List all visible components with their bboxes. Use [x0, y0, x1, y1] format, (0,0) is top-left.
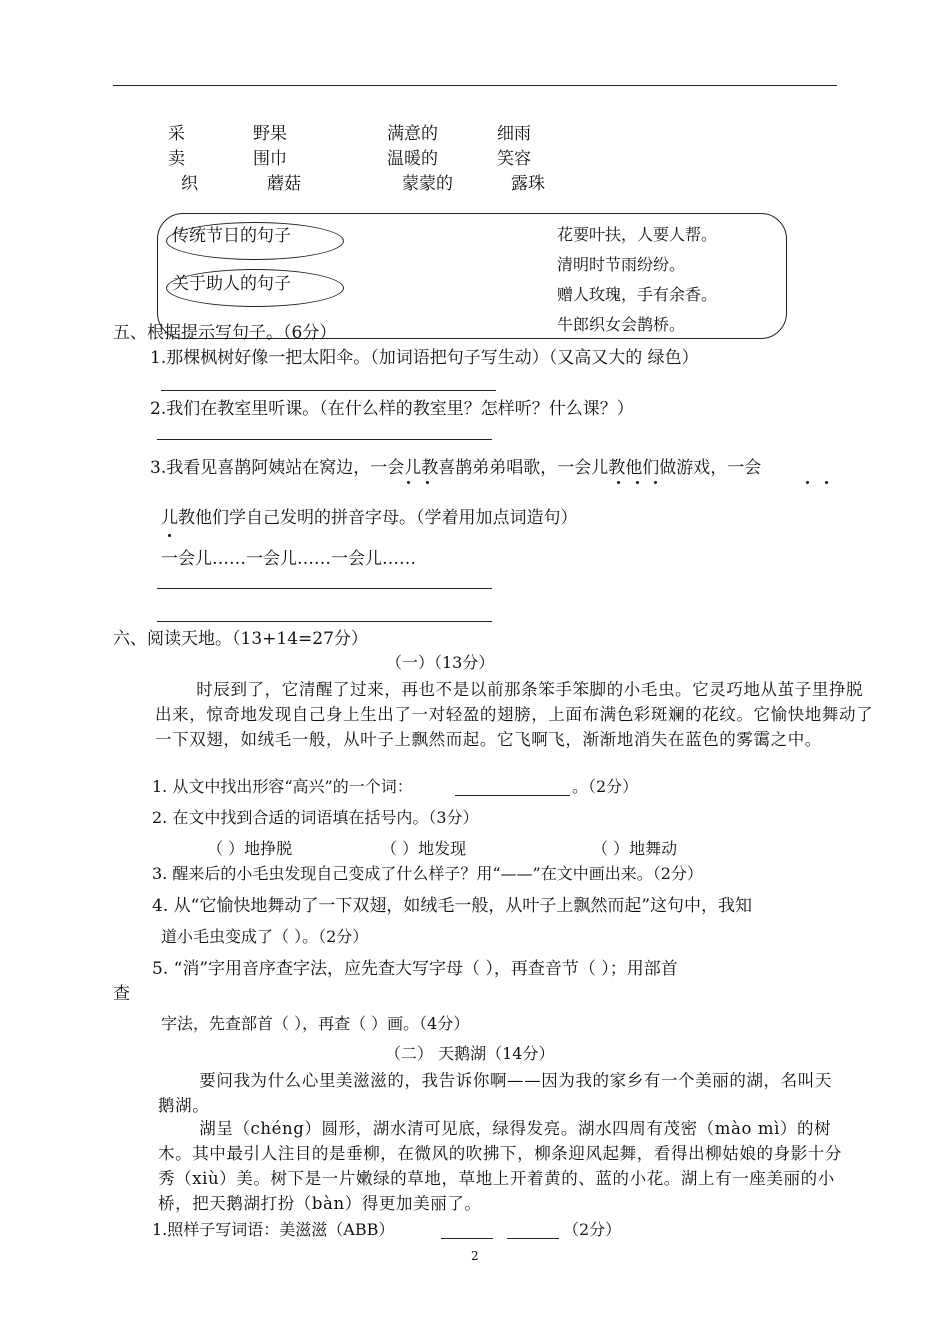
- emphasis-dot: [407, 481, 410, 484]
- p1-q2-blank-1[interactable]: （ ）地挣脱: [207, 839, 293, 858]
- match-col2-2: 围巾: [253, 149, 287, 169]
- p1-q4-line2[interactable]: 道小毛虫变成了（ ）。（2分）: [161, 927, 369, 946]
- part1-passage: 时辰到了，它清醒了过来，再也不是以前那条笨手笨脚的小毛虫。它灵巧地从茧子里挣脱出来，惊奇地发现自己身上生出了一对轻盈的翅膀，上面布满色彩斑斓的花纹。它愉快地舞动了一下双翅，如绒毛一般，从叶子上飘然而起。它飞啊飞，渐渐地消失在蓝色的雾霭之中。: [155, 680, 874, 749]
- part1-heading: （一）（13分）: [386, 653, 495, 672]
- match-col2-3: 蘑菇: [267, 174, 301, 194]
- match-col3-1: 满意的: [387, 124, 438, 144]
- box-sentence-4: 牛郎织女会鹊桥。: [557, 315, 686, 334]
- box-sentence-3: 赠人玫瑰，手有余香。: [557, 285, 718, 304]
- emphasis-dot: [426, 481, 429, 484]
- emphasis-dot: [806, 481, 809, 484]
- p2-q1-blank-2[interactable]: [507, 1238, 559, 1239]
- s5-q2: 2.我们在教室里听课。（在什么样的教室里？怎样听？什么课？）: [150, 399, 634, 419]
- s5-q3-answer-line-1[interactable]: [157, 588, 492, 589]
- s5-q1: 1.那棵枫树好像一把太阳伞。（加词语把句子写生动）（又高又大的 绿色）: [150, 348, 699, 368]
- p1-q2: 2. 在文中找到合适的词语填在括号内。（3分）: [152, 808, 479, 827]
- p1-q2-blank-2[interactable]: （ ）地发现: [381, 839, 467, 858]
- s5-q2-answer-line[interactable]: [157, 439, 492, 440]
- s5-q3-pattern: 一会儿……一会儿……一会儿……: [161, 549, 416, 569]
- match-col4-3: 露珠: [511, 174, 545, 194]
- page-number: 2: [471, 1249, 479, 1263]
- match-col1-3: 织: [181, 174, 198, 194]
- p2-q1: 1.照样子写词语：美滋滋（ABB）: [152, 1220, 395, 1239]
- p1-q1-blank[interactable]: [455, 795, 570, 796]
- emphasis-dot: [636, 481, 639, 484]
- p1-q5-line1: 5. “消”字用音序查字法，应先查大写字母（ ），再查音节（ ）；用部首: [152, 959, 678, 979]
- part2-heading: （二） 天鹅湖（14分）: [385, 1044, 555, 1063]
- p1-q3: 3. 醒来后的小毛虫发现自己变成了什么样子？用“——”在文中画出来。（2分）: [152, 864, 703, 883]
- box-sentence-1: 花要叶扶，人要人帮。: [557, 225, 718, 244]
- part2-paragraph-2: 湖呈（chéng）圆形，湖水清可见底，绿得发亮。湖水四周有茂密（mào mì）的树木。其中最引人注目的是垂柳，在微风的吹拂下，柳条迎风起舞，看得出柳姑娘的身影十分秀（xiù）美。树下是一片嫩绿的草地，草地上开着黄的、蓝的小花。湖上有一座美丽的小桥，把天鹅湖打扮（bàn）得更加美丽了。: [158, 1119, 842, 1213]
- box-label-helping: 关于助人的句子: [172, 274, 291, 294]
- p2-q1-end: （2分）: [563, 1220, 622, 1239]
- p1-q5-line1b: 查: [113, 984, 130, 1004]
- s5-q1-answer-line[interactable]: [161, 390, 496, 391]
- emphasis-dot: [617, 481, 620, 484]
- match-col4-1: 细雨: [497, 124, 531, 144]
- match-col3-2: 温暖的: [387, 149, 438, 169]
- p1-q1-end: 。（2分）: [572, 777, 639, 796]
- match-col1-2: 卖: [168, 149, 185, 169]
- p2-q1-blank-1[interactable]: [441, 1238, 493, 1239]
- s5-q3-answer-line-2[interactable]: [157, 621, 492, 622]
- emphasis-dot: [654, 481, 657, 484]
- s5-q3-line1: 3.我看见喜鹊阿姨站在窝边，一会儿教喜鹊弟弟唱歌，一会儿教他们做游戏，一会: [150, 458, 762, 478]
- match-col4-2: 笑容: [497, 149, 531, 169]
- box-label-festival: 传统节日的句子: [172, 226, 291, 246]
- part2-paragraph-1: 要问我为什么心里美滋滋的，我告诉你啊——因为我的家乡有一个美丽的湖，名叫天鹅湖。: [158, 1071, 832, 1115]
- match-col3-3: 蒙蒙的: [402, 174, 453, 194]
- match-col1-1: 采: [168, 124, 185, 144]
- section6-title: 六、阅读天地。（13+14=27分）: [113, 629, 368, 649]
- section5-title: 五、根据提示写句子。（6分）: [113, 323, 337, 343]
- p1-q1: 1. 从文中找出形容“高兴”的一个词：: [152, 777, 413, 796]
- p1-q5-line2: 字法，先查部首（ ），再查（ ）画。（4分）: [161, 1014, 470, 1033]
- p1-q2-blank-3[interactable]: （ ）地舞动: [592, 839, 678, 858]
- box-sentence-2: 清明时节雨纷纷。: [557, 255, 686, 274]
- s5-q3-line2: 儿教他们学自己发明的拼音字母。（学着用加点词造句）: [161, 508, 578, 528]
- emphasis-dot: [825, 481, 828, 484]
- match-col2-1: 野果: [253, 124, 287, 144]
- header-rule: [113, 85, 837, 86]
- emphasis-dot: [168, 534, 171, 537]
- p1-q4-line1: 4. 从“它愉快地舞动了一下双翅，如绒毛一般，从叶子上飘然而起”这句中，我知: [152, 896, 753, 916]
